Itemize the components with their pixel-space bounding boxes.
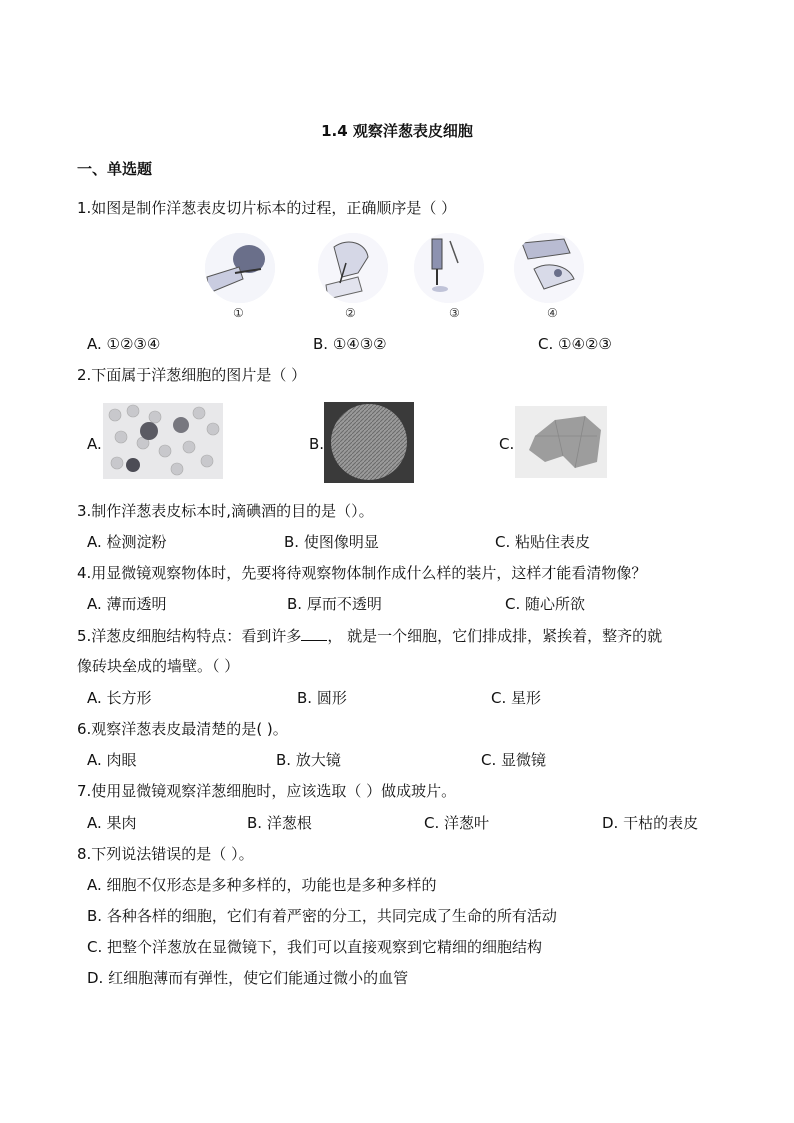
- q1-figure-label-2: ②: [345, 306, 356, 320]
- q1-figure-label-4: ④: [547, 306, 558, 320]
- question-5-text-part-a: 5.洋葱皮细胞结构特点：看到许多: [77, 627, 302, 645]
- question-1-text: 1.如图是制作洋葱表皮切片标本的过程，正确顺序是（ ）: [77, 199, 457, 217]
- q5-answer-blank[interactable]: [301, 626, 327, 641]
- q6-option-c[interactable]: C. 显微镜: [481, 751, 547, 769]
- q1-figure-2: [318, 233, 388, 303]
- q6-option-b[interactable]: B. 放大镜: [276, 751, 341, 769]
- q5-option-c[interactable]: C. 星形: [491, 689, 542, 707]
- q2-image-onion-peel: [515, 406, 607, 478]
- q2-image-blood-cells: [103, 403, 223, 479]
- q4-option-c[interactable]: C. 随心所欲: [505, 595, 586, 613]
- q7-option-c[interactable]: C. 洋葱叶: [424, 814, 490, 832]
- page-title: 1.4 观察洋葱表皮细胞: [321, 122, 473, 140]
- q1-figure-1: [205, 233, 275, 303]
- question-5-text-line2: 像砖块垒成的墙壁。（ ）: [77, 657, 240, 675]
- question-3-text: 3.制作洋葱表皮标本时,滴碘酒的目的是（）。: [77, 502, 374, 520]
- q8-option-a[interactable]: A. 细胞不仅形态是多种多样的，功能也是多种多样的: [87, 876, 437, 894]
- q1-figure-label-1: ①: [233, 306, 244, 320]
- q1-option-b[interactable]: B. ①④③②: [313, 335, 387, 353]
- q2-option-c[interactable]: C.: [499, 435, 515, 453]
- q4-option-a[interactable]: A. 薄而透明: [87, 595, 167, 613]
- question-5-text: [77, 626, 662, 646]
- q7-option-a[interactable]: A. 果肉: [87, 814, 137, 832]
- q6-option-a[interactable]: A. 肉眼: [87, 751, 137, 769]
- question-4-text: 4.用显微镜观察物体时，先要将待观察物体制作成什么样的装片，这样才能看清物像？: [77, 564, 647, 582]
- q7-option-d[interactable]: D. 干枯的表皮: [602, 814, 699, 832]
- q2-option-b[interactable]: B.: [309, 435, 325, 453]
- section-heading: 一、单选题: [77, 160, 153, 178]
- q3-option-c[interactable]: C. 粘贴住表皮: [495, 533, 591, 551]
- q2-image-microscope-field: [324, 402, 414, 483]
- q1-figure-3: [414, 233, 484, 303]
- q8-option-d[interactable]: D. 红细胞薄而有弹性，使它们能通过微小的血管: [87, 969, 409, 987]
- q3-option-b[interactable]: B. 使图像明显: [284, 533, 379, 551]
- question-5-text-part-b: ， 就是一个细胞，它们排成排，紧挨着，整齐的就: [327, 627, 663, 645]
- q2-option-a[interactable]: A.: [87, 435, 102, 453]
- question-7-text: 7.使用显微镜观察洋葱细胞时，应该选取（ ）做成玻片。: [77, 782, 457, 800]
- q1-figure-4: [514, 233, 584, 303]
- question-8-text: 8.下列说法错误的是（ ）。: [77, 845, 254, 863]
- q4-option-b[interactable]: B. 厚而不透明: [287, 595, 382, 613]
- q5-option-a[interactable]: A. 长方形: [87, 689, 152, 707]
- q1-option-a[interactable]: A. ①②③④: [87, 335, 161, 353]
- q7-option-b[interactable]: B. 洋葱根: [247, 814, 312, 832]
- q8-option-b[interactable]: B. 各种各样的细胞，它们有着严密的分工，共同完成了生命的所有活动: [87, 907, 557, 925]
- q1-option-c[interactable]: C. ①④②③: [538, 335, 612, 353]
- q8-option-c[interactable]: C. 把整个洋葱放在显微镜下，我们可以直接观察到它精细的细胞结构: [87, 938, 543, 956]
- q1-figure-label-3: ③: [449, 306, 460, 320]
- question-2-text: 2.下面属于洋葱细胞的图片是（ ）: [77, 366, 307, 384]
- q3-option-a[interactable]: A. 检测淀粉: [87, 533, 167, 551]
- question-6-text: 6.观察洋葱表皮最清楚的是( )。: [77, 720, 288, 738]
- q5-option-b[interactable]: B. 圆形: [297, 689, 347, 707]
